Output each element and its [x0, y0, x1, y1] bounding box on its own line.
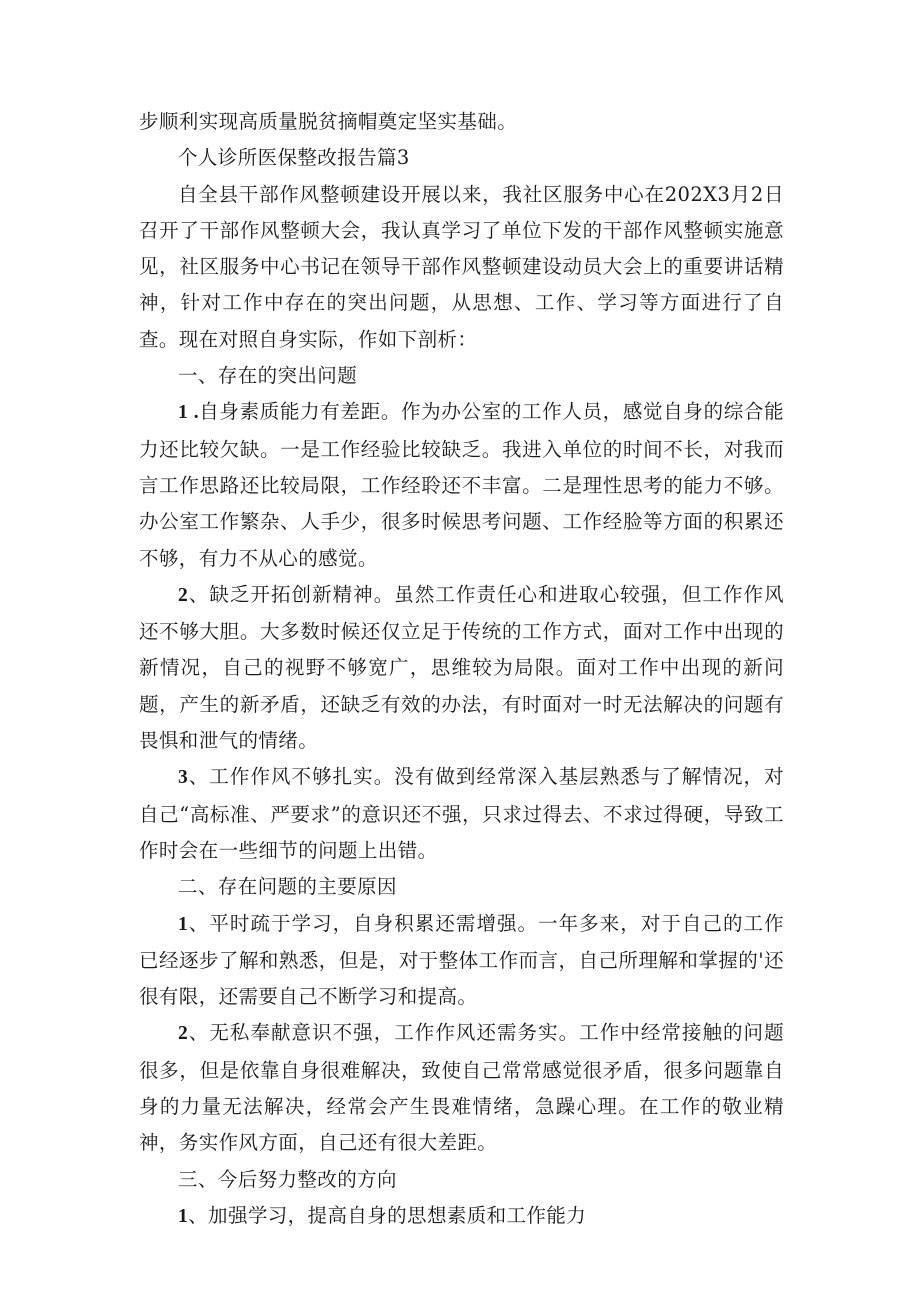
section2-item-1 [139, 906, 784, 1016]
section1-item-2 [139, 577, 784, 759]
item-number: 3 [178, 767, 189, 789]
item-text: 、平时疏于学习，自身积累还需增强。一年多来，对于自己的工作已经逐步了解和熟悉，但是，对于整体工作而言，自己所理解和掌握的'还很有限，还需要自己不断学习和提高。 [139, 911, 784, 1009]
item-text: 、工作作风不够扎实。没有做到经常深入基层熟悉与了解情况，对自己“高标准、严要求”的意识还不强，只求过得去、不求过得硬，导致工作时会在一些细节的问题上出错。 [139, 765, 784, 862]
section1-item-3 [139, 759, 784, 869]
section-heading-2: 二、存在问题的主要原因 [178, 875, 397, 899]
item-number: 1 [178, 1205, 189, 1227]
item-number: 2 [178, 584, 189, 606]
section-heading-3: 三、今后努力整改的方向 [178, 1167, 397, 1191]
section1-item-1 [139, 394, 784, 576]
item-number: 1 [178, 913, 189, 935]
section3-item-1 [139, 1198, 784, 1235]
item-text: 、加强学习，提高自身的思想素质和工作能力 [188, 1203, 587, 1227]
report-title: 个人诊所医保整改报告篇3 [178, 146, 410, 170]
document-page [139, 104, 784, 1235]
item-text: 、无私奉献意识不强，工作作风还需务实。工作中经常接触的问题很多，但是依靠自身很难解决，致使自己常常感觉很矛盾，很多问题靠自身的力量无法解决，经常会产生畏难情绪，急躁心理。在工作的敬业精神，务实作风方面，自己还有很大差距。 [139, 1021, 784, 1155]
item-text: 自身素质能力有差距。作为办公室的工作人员，感觉自身的综合能力还比较欠缺。一是工作经验比较缺乏。我进入单位的时间不长，对我而言工作思路还比较局限，工作经聆还不丰富。二是理性思考的能力不够。办公室工作繁杂、人手少，很多时候思考问题、工作经脸等方面的积累还不够，有力不从心的感觉。 [139, 400, 784, 570]
item-text: 、缺乏开拓创新精神。虽然工作责任心和进取心较强，但工作作风还不够大胆。大多数时候还仅立足于传统的工作方式，面对工作中出现的新情况，自己的视野不够宽广，思维较为局限。面对工作中出现的新问题，产生的新矛盾，还缺乏有效的办法，有时面对一时无法解决的问题有畏惧和泄气的情绪。 [139, 582, 784, 753]
item-number: 2 [178, 1023, 189, 1045]
paragraph-continuation: 步顺利实现高质量脱贫摘帽奠定坚实基础。 [139, 110, 518, 133]
intro-paragraph: 自全县干部作风整顿建设开展以来，我社区服务中心在202X3月2日召开了干部作风整顿大会，我认真学习了单位下发的干部作风整顿实施意见，社区服务中心书记在领导干部作风整顿建设动员大会上的重要讲话精神，针对工作中存在的突出问题，从思想、工作、学习等方面进行了自查。现在对照自身实际，作如下剖析： [139, 182, 784, 351]
item-number: 1 . [178, 402, 199, 424]
section-heading-1: 一、存在的突出问题 [178, 364, 358, 388]
section2-item-2 [139, 1015, 784, 1161]
